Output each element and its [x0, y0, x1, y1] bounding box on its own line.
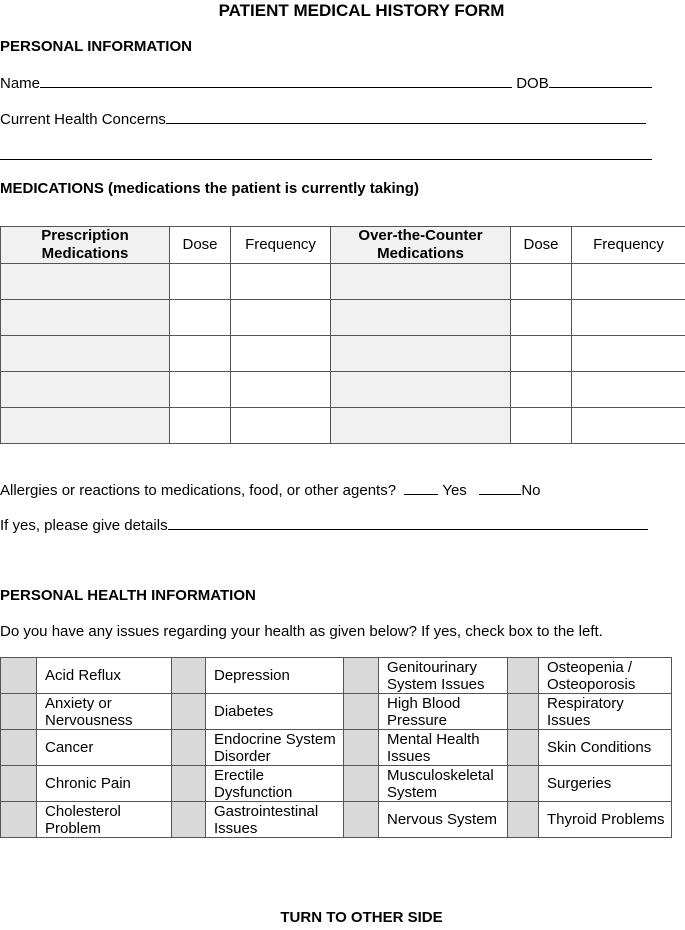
health-info-heading: PERSONAL HEALTH INFORMATION — [0, 587, 256, 604]
name-row — [0, 73, 652, 92]
allergies-yes-blank[interactable] — [404, 480, 438, 495]
condition-label: Surgeries — [539, 766, 672, 802]
condition-checkbox[interactable] — [344, 802, 379, 838]
condition-label: Cancer — [37, 730, 172, 766]
otc-name-cell[interactable] — [331, 264, 511, 300]
rx-name-cell[interactable] — [1, 336, 170, 372]
otc-frequency-cell[interactable] — [572, 264, 685, 300]
rx-dose-cell[interactable] — [170, 408, 231, 444]
allergies-yes-label: Yes — [442, 482, 467, 499]
rx-frequency-cell[interactable] — [231, 336, 331, 372]
rx-name-cell[interactable] — [1, 372, 170, 408]
condition-label: Acid Reflux — [37, 658, 172, 694]
condition-label: Chronic Pain — [37, 766, 172, 802]
otc-frequency-cell[interactable] — [572, 300, 685, 336]
health-row — [1, 730, 672, 766]
otc-name-cell[interactable] — [331, 336, 511, 372]
medications-heading: MEDICATIONS (medications the patient is currently taking) — [0, 180, 419, 197]
condition-label: Nervous System — [379, 802, 508, 838]
condition-checkbox[interactable] — [172, 658, 206, 694]
condition-label: Genitourinary System Issues — [379, 658, 508, 694]
col-otc-medications: Over-the-Counter Medications — [331, 227, 511, 264]
concerns-field-line-2[interactable] — [0, 145, 652, 160]
rx-frequency-cell[interactable] — [231, 264, 331, 300]
otc-frequency-cell[interactable] — [572, 408, 685, 444]
condition-label: High Blood Pressure — [379, 694, 508, 730]
condition-checkbox[interactable] — [508, 694, 539, 730]
medication-row — [1, 336, 685, 372]
condition-checkbox[interactable] — [344, 766, 379, 802]
condition-checkbox[interactable] — [344, 694, 379, 730]
medication-row — [1, 372, 685, 408]
allergy-details-field[interactable] — [168, 515, 648, 530]
health-info-instruction: Do you have any issues regarding your health as given below? If yes, check box to the left. — [0, 623, 603, 640]
rx-dose-cell[interactable] — [170, 336, 231, 372]
health-row — [1, 658, 672, 694]
medications-header-row — [1, 227, 685, 264]
otc-name-cell[interactable] — [331, 300, 511, 336]
condition-checkbox[interactable] — [508, 730, 539, 766]
rx-frequency-cell[interactable] — [231, 372, 331, 408]
rx-name-cell[interactable] — [1, 408, 170, 444]
rx-dose-cell[interactable] — [170, 300, 231, 336]
allergies-row — [0, 480, 541, 499]
condition-checkbox[interactable] — [508, 802, 539, 838]
condition-label: Endocrine System Disorder — [206, 730, 344, 766]
condition-label: Gastrointestinal Issues — [206, 802, 344, 838]
otc-dose-cell[interactable] — [511, 372, 572, 408]
dob-label: DOB — [516, 75, 549, 92]
medication-row — [1, 300, 685, 336]
concerns-field[interactable] — [166, 109, 646, 124]
condition-checkbox[interactable] — [1, 694, 37, 730]
health-conditions-table — [0, 657, 672, 838]
condition-label: Mental Health Issues — [379, 730, 508, 766]
otc-frequency-cell[interactable] — [572, 336, 685, 372]
otc-dose-cell[interactable] — [511, 300, 572, 336]
name-field[interactable] — [40, 73, 512, 88]
condition-checkbox[interactable] — [508, 766, 539, 802]
col-rx-frequency: Frequency — [231, 227, 331, 264]
rx-name-cell[interactable] — [1, 300, 170, 336]
allergy-details-row — [0, 515, 648, 534]
col-otc-frequency: Frequency — [572, 227, 685, 264]
condition-label: Erectile Dysfunction — [206, 766, 344, 802]
medications-table — [0, 226, 685, 444]
rx-frequency-cell[interactable] — [231, 408, 331, 444]
concerns-row — [0, 109, 646, 128]
condition-checkbox[interactable] — [344, 730, 379, 766]
concerns-label: Current Health Concerns — [0, 111, 166, 128]
rx-name-cell[interactable] — [1, 264, 170, 300]
otc-frequency-cell[interactable] — [572, 372, 685, 408]
condition-label: Diabetes — [206, 694, 344, 730]
condition-checkbox[interactable] — [172, 802, 206, 838]
condition-checkbox[interactable] — [172, 730, 206, 766]
condition-label: Musculoskeletal System — [379, 766, 508, 802]
condition-checkbox[interactable] — [1, 802, 37, 838]
dob-field[interactable] — [549, 73, 652, 88]
allergy-details-label: If yes, please give details — [0, 517, 168, 534]
condition-label: Skin Conditions — [539, 730, 672, 766]
condition-label: Thyroid Problems — [539, 802, 672, 838]
condition-label: Anxiety or Nervousness — [37, 694, 172, 730]
medication-row — [1, 408, 685, 444]
health-row — [1, 694, 672, 730]
condition-checkbox[interactable] — [1, 730, 37, 766]
rx-frequency-cell[interactable] — [231, 300, 331, 336]
otc-name-cell[interactable] — [331, 408, 511, 444]
health-row — [1, 802, 672, 838]
otc-dose-cell[interactable] — [511, 408, 572, 444]
otc-name-cell[interactable] — [331, 372, 511, 408]
condition-label: Depression — [206, 658, 344, 694]
allergies-no-blank[interactable] — [479, 480, 521, 495]
allergies-no-label: No — [521, 482, 541, 499]
rx-dose-cell[interactable] — [170, 264, 231, 300]
form-title: PATIENT MEDICAL HISTORY FORM — [218, 1, 505, 20]
condition-checkbox[interactable] — [508, 658, 539, 694]
condition-checkbox[interactable] — [344, 658, 379, 694]
allergies-question: Allergies or reactions to medications, food, or other agents? — [0, 482, 397, 499]
condition-checkbox[interactable] — [172, 694, 206, 730]
condition-label: Osteopenia / Osteoporosis — [539, 658, 672, 694]
col-prescription-medications: Prescription Medications — [1, 227, 170, 264]
condition-checkbox[interactable] — [172, 766, 206, 802]
concerns-row-2 — [0, 145, 652, 164]
condition-checkbox[interactable] — [1, 766, 37, 802]
col-rx-dose: Dose — [170, 227, 231, 264]
personal-info-heading: PERSONAL INFORMATION — [0, 38, 192, 55]
condition-label: Respiratory Issues — [539, 694, 672, 730]
col-otc-dose: Dose — [511, 227, 572, 264]
rx-dose-cell[interactable] — [170, 372, 231, 408]
otc-dose-cell[interactable] — [511, 336, 572, 372]
condition-checkbox[interactable] — [1, 658, 37, 694]
name-label: Name — [0, 75, 41, 92]
turn-over-notice: TURN TO OTHER SIDE — [280, 909, 443, 926]
medication-row — [1, 264, 685, 300]
otc-dose-cell[interactable] — [511, 264, 572, 300]
condition-label: Cholesterol Problem — [37, 802, 172, 838]
health-row — [1, 766, 672, 802]
